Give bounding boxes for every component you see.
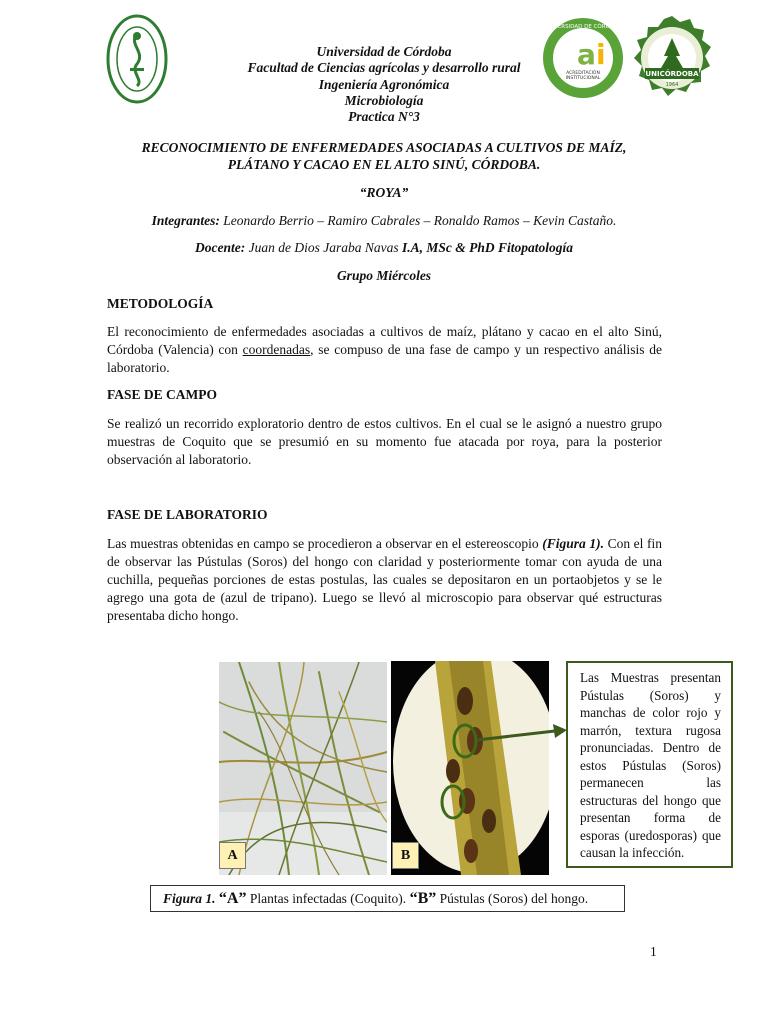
group-label: Grupo Miércoles [336, 268, 432, 283]
institution-header [200, 44, 568, 125]
section-heading-laboratorio: FASE DE LABORATORIO [107, 507, 268, 522]
coordenadas-link[interactable]: coordenadas [242, 342, 311, 357]
laboratorio-paragraph [107, 535, 662, 625]
svg-text:UNICÓRDOBA: UNICÓRDOBA [645, 70, 699, 78]
page-number: 1 [650, 944, 657, 959]
caption-b-text: Pústulas (Soros) del hongo. [436, 891, 589, 906]
document-subtitle: “ROYA” [359, 185, 409, 200]
svg-text:a: a [577, 38, 596, 71]
header-line-faculty: Facultad de Ciencias agrícolas y desarrollo rural [247, 60, 521, 76]
svg-text:ACREDITACIÓN: ACREDITACIÓN [566, 71, 600, 76]
figure-label-a: A [219, 842, 246, 869]
laboratorio-text-1: Las muestras obtenidas en campo se procedieron a observar en el estereoscopio [107, 536, 543, 551]
figure-label-b: B [392, 842, 419, 869]
integrantes-line [90, 213, 678, 229]
figure-reference: (Figura 1). [542, 536, 604, 551]
docente-line [90, 240, 678, 256]
header-line-university: Universidad de Córdoba [316, 44, 452, 59]
section-heading-campo: FASE DE CAMPO [107, 387, 217, 402]
integrantes-names: Leonardo Berrio – Ramiro Cabrales – Ronaldo Ramos – Kevin Castaño. [223, 213, 617, 228]
metodologia-paragraph [107, 323, 662, 377]
university-logo [106, 14, 168, 104]
metodologia-text-2: , se compuso de una fase de campo y un respectivo análisis de laboratorio. [107, 342, 663, 375]
faculty-logo [630, 16, 714, 100]
figure-note-box: Las Muestras presentan Pústulas (Soros) y manchas de color rojo y marrón, textura rugosa pronunciadas. Dentro de estos Pústulas (Soros) permanecen las estructuras del hongo que presentan forma de esporas (uredosporas) que causan la infección. [566, 661, 733, 868]
laboratorio-text-2: Con el fin de observar las Pústulas (Soros) del hongo con claridad y posteriormente tomar con ayuda de una cuchilla, pequeñas porciones de estas postulas, las cuales se depositaron en un portaobjetos y se le agrego una gota de (azul de tripano). Luego se llevó al microscopio para observar qué estructuras presentaba dicho hongo. [107, 536, 662, 623]
caption-b-label: “B” [409, 890, 437, 907]
caption-a-label: “A” [218, 890, 247, 907]
pointer-arrow [475, 700, 570, 750]
integrantes-label: Integrantes: [151, 213, 220, 228]
docente-name: Juan de Dios Jaraba Navas [248, 240, 399, 255]
svg-text:1964: 1964 [665, 82, 679, 88]
svg-text:UNIVERSIDAD DE CÓRDOBA: UNIVERSIDAD DE CÓRDOBA [544, 24, 622, 30]
section-heading-metodologia: METODOLOGÍA [107, 296, 214, 311]
caption-figure-label: Figura 1. [163, 891, 216, 906]
header-line-practice: Practica N°3 [348, 109, 420, 125]
header-line-program: Ingeniería Agronómica [318, 76, 450, 92]
campo-paragraph: Se realizó un recorrido exploratorio dentro de estos cultivos. En el cual se le asignó a nuestro grupo muestras de Coquito que se presumió en su momento fue atacada por roya, para la posterior observación al laboratorio. [107, 416, 662, 467]
figure-caption [150, 885, 625, 912]
header-line-course: Microbiología [344, 92, 424, 108]
docente-label: Docente: [195, 240, 246, 255]
docente-title: I.A, MSc & PhD Fitopatología [401, 240, 573, 255]
svg-text:INSTITUCIONAL: INSTITUCIONAL [565, 76, 601, 81]
title-line-2: PLÁTANO Y CACAO EN EL ALTO SINÚ, CÓRDOBA. [227, 157, 541, 172]
svg-text:i: i [596, 38, 606, 71]
document-title [110, 139, 658, 173]
caption-a-text: Plantas infectadas (Coquito). [246, 891, 410, 906]
title-line-1: RECONOCIMIENTO DE ENFERMEDADES ASOCIADAS A CULTIVOS DE MAÍZ, [141, 140, 627, 155]
metodologia-text-1: El reconocimiento de enfermedades asociadas a cultivos de maíz, plátano y cacao en el alto Sinú, Córdoba (Valencia) con [107, 324, 662, 357]
